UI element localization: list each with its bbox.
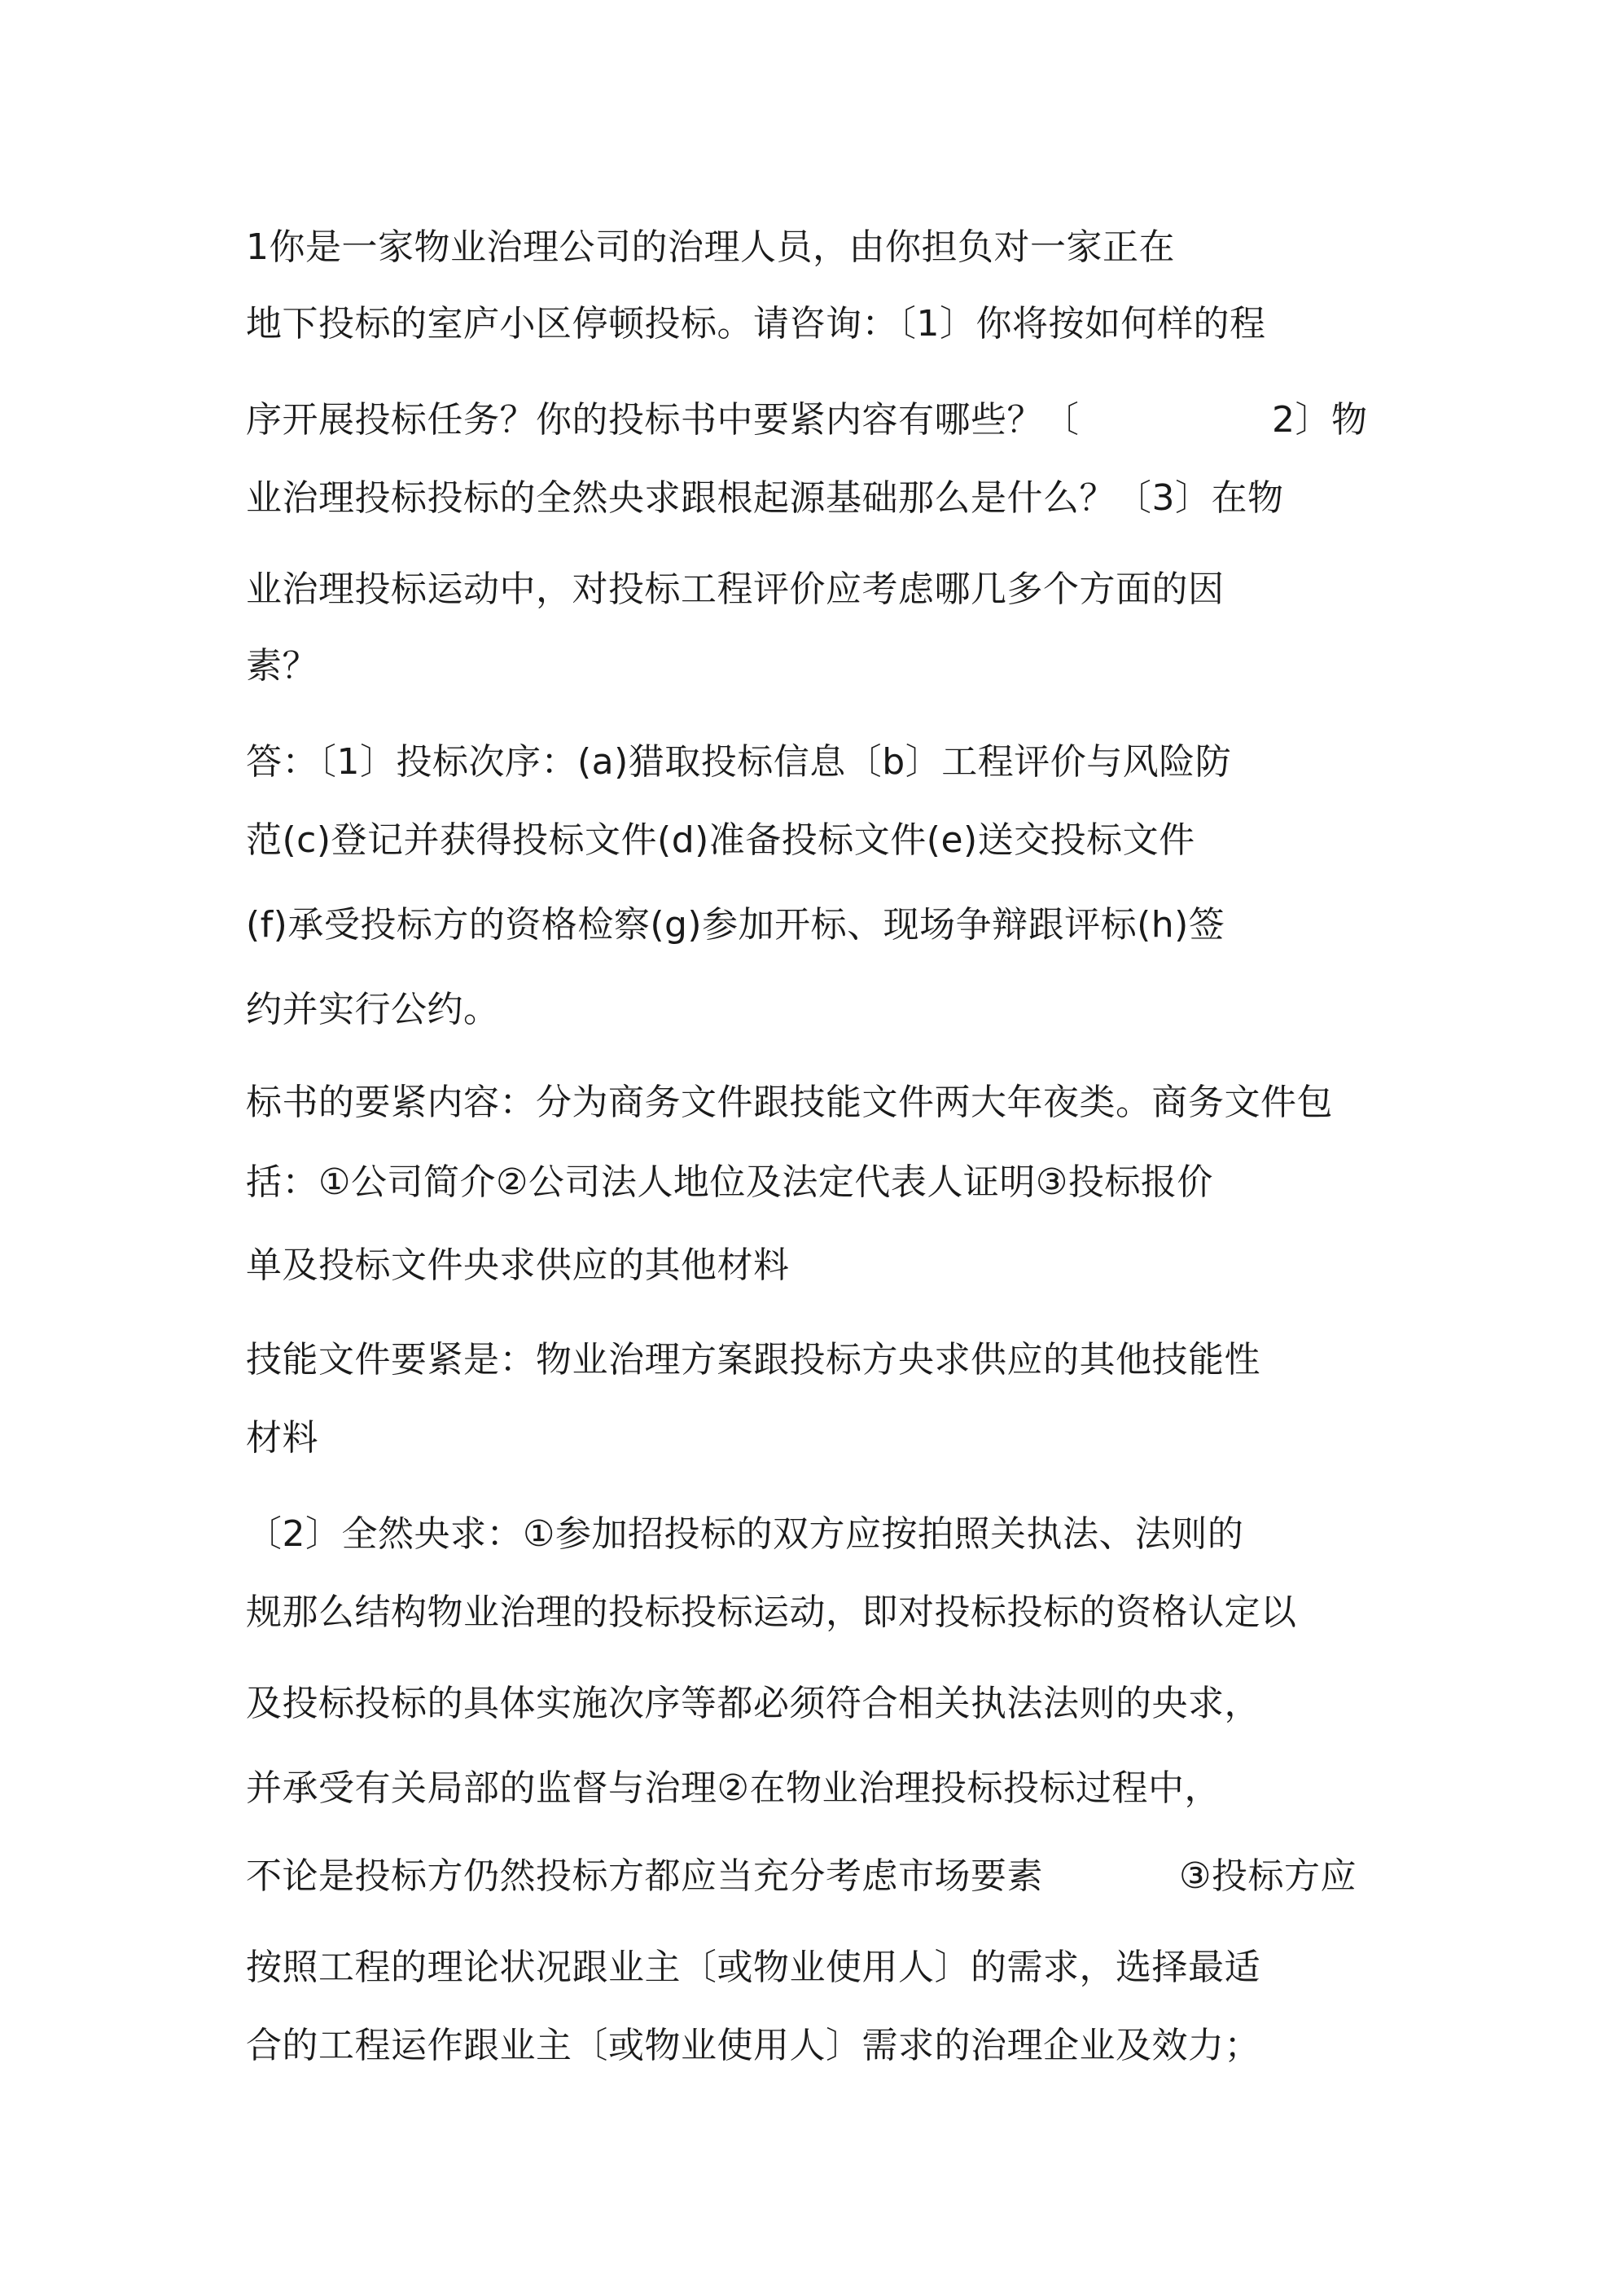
tech-line-1: 技能文件要紧是：物业治理方案跟投标方央求供应的其他技能性 [246, 1339, 1260, 1381]
question-line-1: 1你是一家物业治理公司的治理人员，由你担负对一家正在 [246, 226, 1175, 268]
question-line-6: 素？ [246, 645, 318, 687]
part2-line-3: 及投标投标的具体实施次序等都必须符合相关执法法则的央求， [246, 1683, 1260, 1724]
question-line-3-tail: 2〕物 [1272, 399, 1368, 441]
tender-line-1: 标书的要紧内容：分为商务文件跟技能文件两大年夜类。商务文件包 [246, 1082, 1333, 1123]
question-line-3: 序开展投标任务？你的投标书中要紧内容有哪些？〔 [246, 399, 1080, 441]
answer-line-1: 答：〔1〕投标次序：(a)猎取投标信息〔b〕工程评价与风险防 [246, 741, 1232, 783]
part2-line-2: 规那么结构物业治理的投标投标运动，即对投标投标的资格认定以 [246, 1591, 1297, 1633]
answer-line-3: (f)承受投标方的资格检察(g)参加开标、现场争辩跟评标(h)签 [246, 904, 1225, 946]
question-line-4: 业治理投标投标的全然央求跟根起源基础那么是什么？〔3〕在物 [246, 477, 1284, 519]
tender-line-3: 单及投标文件央求供应的其他材料 [246, 1245, 790, 1286]
part2-line-4: 并承受有关局部的监督与治理②在物业治理投标投标过程中， [246, 1767, 1221, 1809]
tech-line-2: 材料 [246, 1417, 318, 1459]
question-line-5: 业治理投标运动中，对投标工程评价应考虑哪几多个方面的因 [246, 569, 1225, 610]
part2-line-7: 合的工程运作跟业主〔或物业使用人〕需求的治理企业及效力； [246, 2025, 1260, 2066]
part2-line-5-tail: ③投标方应 [1179, 1855, 1357, 1897]
answer-line-4: 约并实行公约。 [246, 989, 500, 1030]
part2-line-6: 按照工程的理论状况跟业主〔或物业使用人〕的需求，选择最适 [246, 1947, 1260, 1988]
part2-line-5: 不论是投标方仍然投标方都应当充分考虑市场要素 [246, 1855, 1043, 1897]
tender-line-2: 括：①公司简介②公司法人地位及法定代表人证明③投标报价 [246, 1161, 1213, 1203]
answer-line-2: 范(c)登记并获得投标文件(d)准备投标文件(e)送交投标文件 [246, 819, 1195, 861]
part2-line-1: 〔2〕全然央求：①参加招投标的双方应按拍照关执法、法则的 [246, 1513, 1244, 1555]
question-line-2: 地下投标的室庐小区停顿投标。请咨询：〔1〕你将按如何样的程 [246, 303, 1266, 345]
